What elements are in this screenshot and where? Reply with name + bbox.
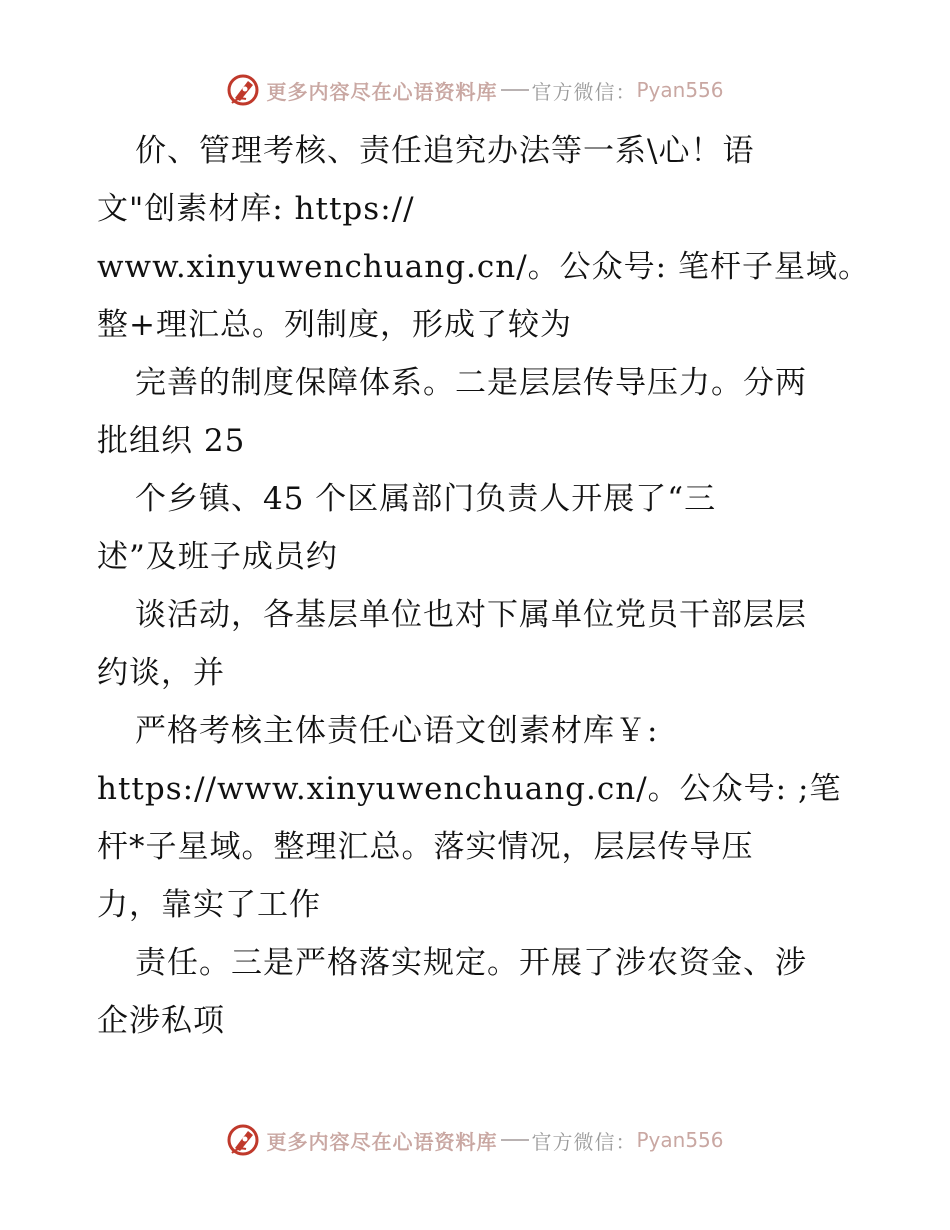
official-wechat-label: 官方微信： [531,79,637,104]
official-wechat-label: 官方微信： [531,1129,637,1154]
banner-divider [501,89,529,91]
footer-banner [0,1120,950,1160]
body-line: 力，靠实了工作 [97,887,321,923]
document-body [97,122,870,1050]
wechat-id: Pyan556 [636,1128,724,1152]
body-line: https://www.xinyuwenchuang.cn/。公众号: ;笔 [97,771,842,807]
body-line: www.xinyuwenchuang.cn/。公众号: 笔杆子星域。 [97,249,870,285]
body-line: 约谈，并 [97,655,225,691]
body-line: 责任。三是严格落实规定。开展了涉农资金、涉 [135,945,807,981]
body-line: 个乡镇、45 个区属部门负责人开展了“三 [135,481,717,517]
banner-slogan: 更多内容尽在心语资料库 [266,1129,498,1154]
wechat-id: Pyan556 [636,78,724,102]
pen-nib-circle-icon [226,73,260,107]
body-line: 完善的制度保障体系。二是层层传导压力。分两 [135,365,807,401]
body-line: 价、管理考核、责任追究办法等一系\心！语 [135,133,755,169]
body-line: 文"创素材库: https:// [97,191,415,227]
header-banner [0,70,950,110]
body-line: 严格考核主体责任心语文创素材库￥: [135,713,659,749]
body-line: 谈活动，各基层单位也对下属单位党员干部层层 [135,597,807,633]
banner-slogan: 更多内容尽在心语资料库 [266,79,498,104]
body-line: 杆*子星域。整理汇总。落实情况，层层传导压 [97,829,754,865]
body-line: 批组织 25 [97,423,246,459]
body-line: 述”及班子成员约 [97,539,338,575]
banner-divider [501,1139,529,1141]
pen-nib-circle-icon [226,1123,260,1157]
body-line: 企涉私项 [97,1003,225,1039]
body-line: 整+理汇总。列制度，形成了较为 [97,307,572,343]
